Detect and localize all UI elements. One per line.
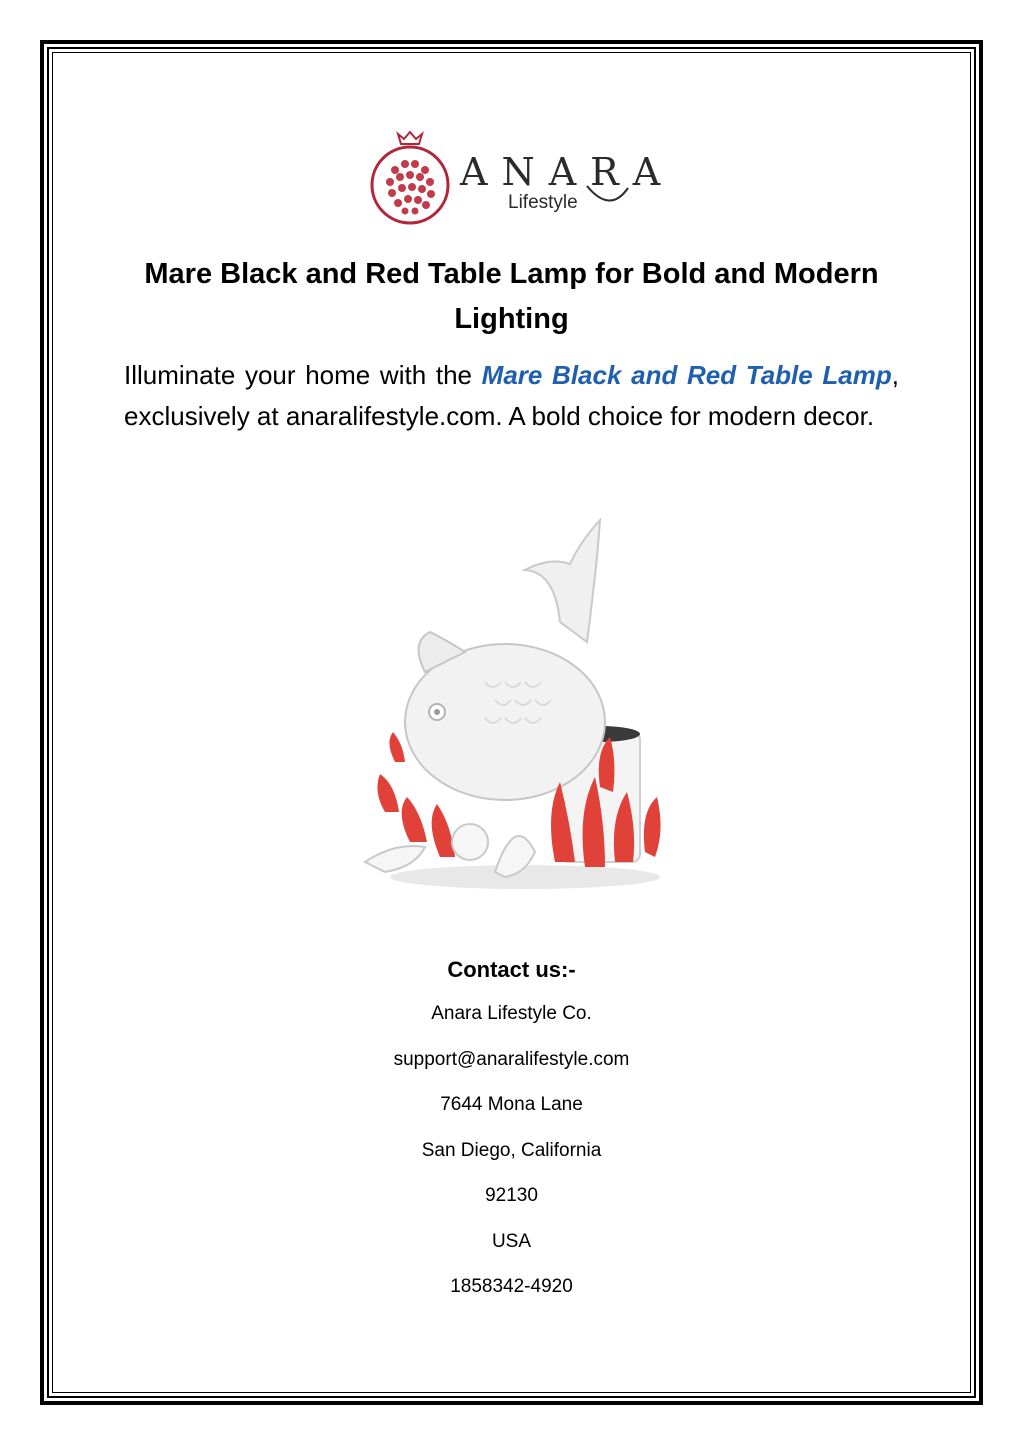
contact-country: USA: [491, 1230, 532, 1252]
contact-heading: Contact us:-: [447, 957, 576, 982]
product-link[interactable]: Mare Black and Red Table Lamp: [481, 360, 892, 390]
pomegranate-icon: [365, 130, 455, 230]
contact-zip: 92130: [485, 1185, 538, 1206]
intro-paragraph: [124, 355, 899, 437]
contact-street: 7644 Mona Lane: [440, 1094, 583, 1115]
product-image: [355, 512, 675, 897]
intro-suffix: , exclusively at anaralifestyle.com. A bold choice for modern decor.: [124, 360, 900, 431]
intro-prefix: Illuminate your home with the: [124, 360, 482, 390]
contact-company: Anara Lifestyle Co.: [431, 1003, 592, 1024]
contact-email[interactable]: support@anaralifestyle.com: [393, 1048, 630, 1070]
brand-name: ANARA: [460, 150, 675, 194]
brand-logo: [360, 130, 675, 230]
contact-city: San Diego, California: [421, 1139, 602, 1161]
contact-section: [200, 952, 823, 1318]
page-title: Mare Black and Red Table Lamp for Bold and Modern Lighting: [144, 258, 879, 335]
brand-tagline: Lifestyle: [508, 192, 578, 213]
logo-swoosh: [585, 182, 630, 212]
contact-phone[interactable]: 1858342-4920: [450, 1276, 573, 1297]
